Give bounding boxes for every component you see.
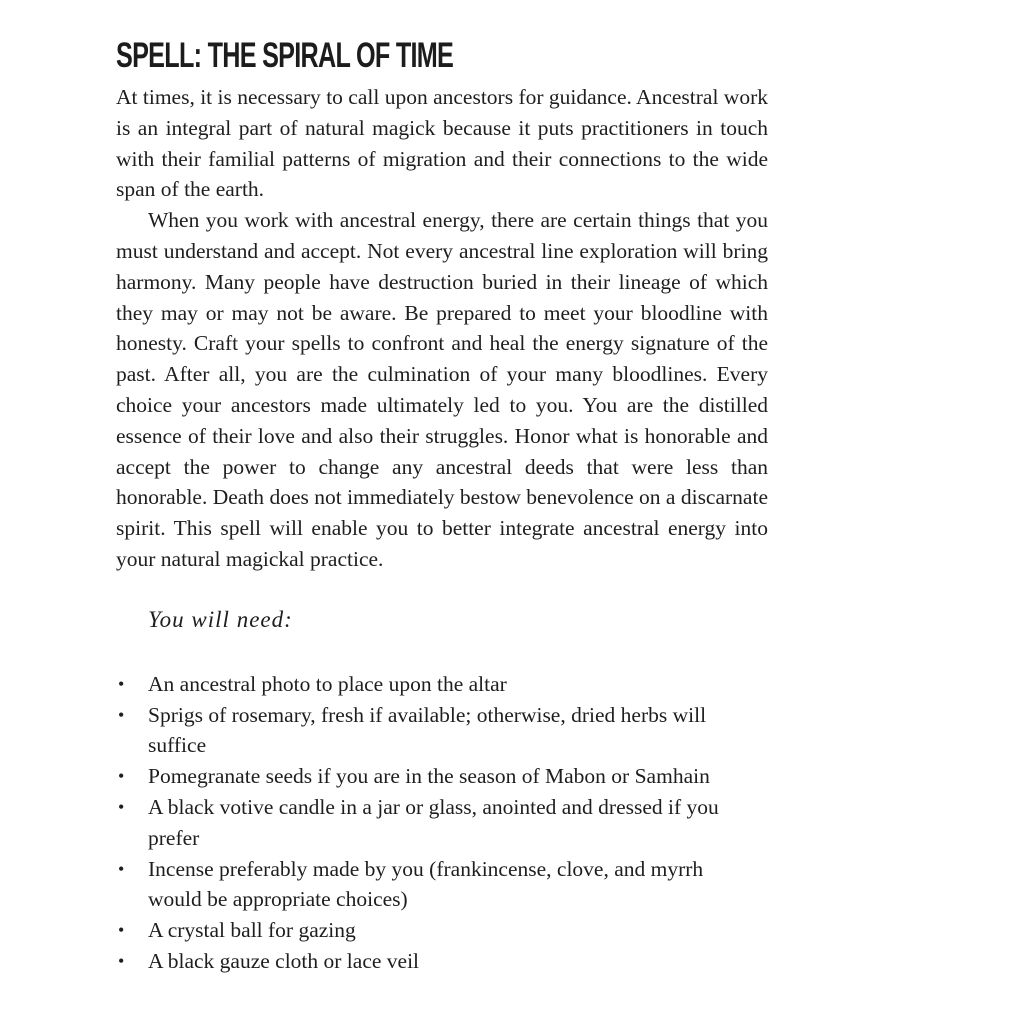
bullet-icon: • [118,766,125,787]
body-paragraph: When you work with ancestral energy, there are certain things that you must understand and accept. Not every ancestral line exploration will bring harmony. Many people have destruction buried in their lineage of which they may or may not be aware. Be prepared to meet your bloodline with honesty. Craft your spells to confront and heal the energy signature of the past. After all, you are the culmination of your many bloodlines. Every choice your ancestors made ultimately led to you. You are the distilled essence of their love and also their struggles. Honor what is honorable and accept the power to change any ancestral deeds that were less than honorable. Death does not immediately bestow benevolence on a discarnate spirit. This spell will enable you to better integrate ancestral energy into your natural magickal practice. [116,208,768,571]
list-item-text: A black gauze cloth or lace veil [148,948,420,973]
list-item-text: Sprigs of rosemary, fresh if available; otherwise, dried herbs will suffice [148,702,707,758]
list-item [116,854,768,916]
list-item [116,700,768,762]
bullet-icon: • [118,858,125,879]
bullet-icon: • [118,950,125,971]
bullet-icon: • [118,796,125,817]
list-item-text: Pomegranate seeds if you are in the season of Mabon or Samhain [148,764,710,789]
list-item [116,669,768,700]
list-item-text: Incense preferably made by you (frankincense, clove, and myrrh would be appropriate choices) [148,856,704,912]
you-will-need-heading: You will need: [148,606,293,632]
list-item [116,761,768,792]
bullet-icon: • [118,704,125,725]
list-item [116,915,768,946]
list-item [116,946,768,977]
intro-paragraph: At times, it is necessary to call upon ancestors for guidance. Ancestral work is an integral part of natural magick because it puts practitioners in touch with their familial patterns of migration and their connections to the wide span of the earth. [116,85,768,202]
page [116,34,768,977]
bullet-icon: • [118,673,125,694]
spell-title: SPELL: THE SPIRAL OF TIME [116,36,454,75]
list-item-text: A crystal ball for gazing [148,918,356,943]
ingredients-list [116,669,768,977]
list-item-text: An ancestral photo to place upon the altar [148,671,507,696]
list-item-text: A black votive candle in a jar or glass, anointed and dressed if you prefer [148,794,719,850]
bullet-icon: • [118,920,125,941]
list-item [116,792,768,854]
